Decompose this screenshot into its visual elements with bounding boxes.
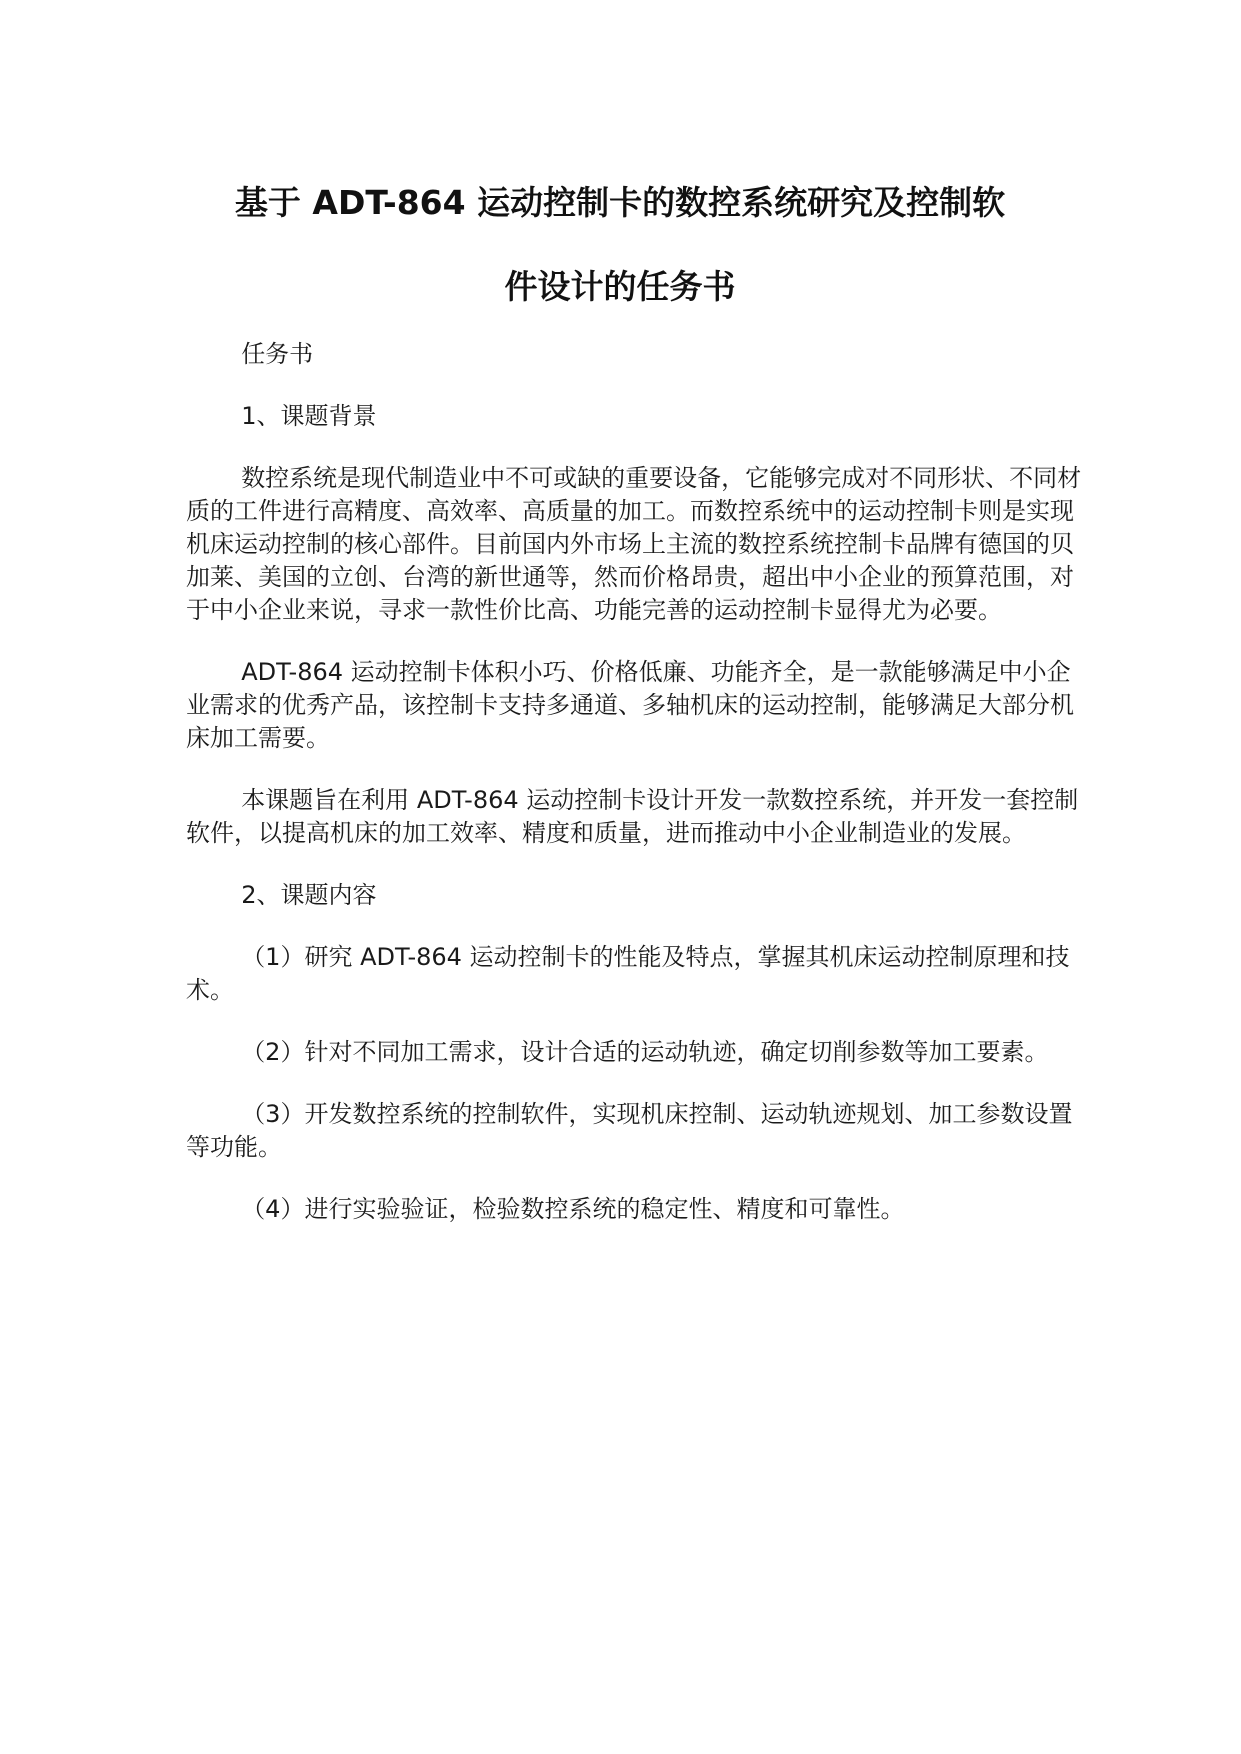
content-list-item: （1）研究 ADT-864 运动控制卡的性能及特点，掌握其机床运动控制原理和技术。 [186, 943, 1070, 1004]
body-paragraph: ADT-864 运动控制卡体积小巧、价格低廉、功能齐全，是一款能够满足中小企业需求的优秀产品，该控制卡支持多通道、多轴机床的运动控制，能够满足大部分机床加工需要。 [186, 658, 1074, 752]
section-heading-background: 1、课题背景 [241, 402, 377, 430]
content-list-item: （4）进行实验验证，检验数控系统的稳定性、精度和可靠性。 [241, 1195, 905, 1223]
body-paragraph: 数控系统是现代制造业中不可或缺的重要设备，它能够完成对不同形状、不同材质的工件进行高精度、高效率、高质量的加工。而数控系统中的运动控制卡则是实现机床运动控制的核心部件。目前国内外市场上主流的数控系统控制卡品牌有德国的贝加莱、美国的立创、台湾的新世通等，然而价格昂贵，超出中小企业的预算范围，对于中小企业来说，寻求一款性价比高、功能完善的运动控制卡显得尤为必要。 [186, 464, 1082, 624]
body-paragraph: 本课题旨在利用 ADT-864 运动控制卡设计开发一款数控系统，并开发一套控制软件，以提高机床的加工效率、精度和质量，进而推动中小企业制造业的发展。 [186, 786, 1079, 847]
section-heading-content: 2、课题内容 [241, 881, 377, 909]
content-list-item: （2）针对不同加工需求，设计合适的运动轨迹，确定切削参数等加工要素。 [241, 1038, 1049, 1066]
section-heading-task-book: 任务书 [241, 340, 314, 368]
document-body [186, 338, 1086, 1255]
content-list-item: （3）开发数控系统的控制软件，实现机床控制、运动轨迹规划、加工参数设置等功能。 [186, 1100, 1073, 1161]
document-title-line-2: 件设计的任务书 [504, 267, 736, 306]
document-title-line-1: 基于 ADT-864 运动控制卡的数控系统研究及控制软 [234, 183, 1006, 222]
